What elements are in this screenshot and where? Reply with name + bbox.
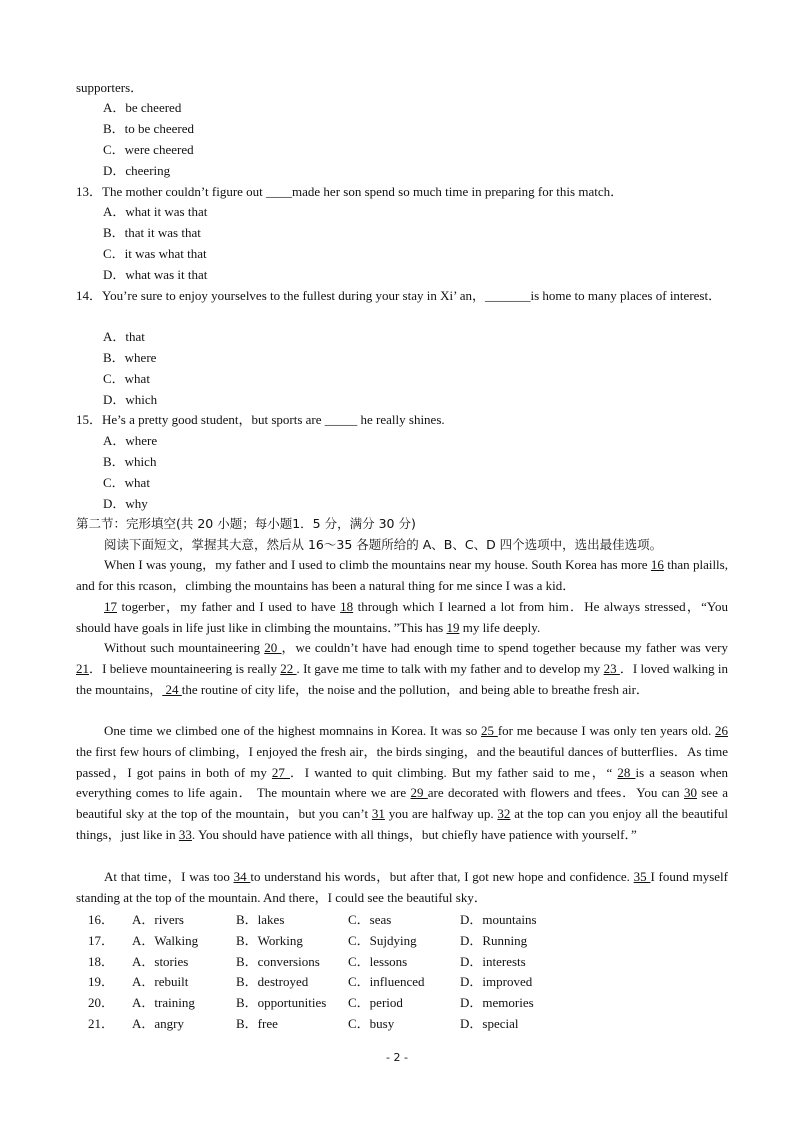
q13-option-c: C．it was what that (103, 246, 207, 261)
q12-option-a: A．be cheered (103, 100, 182, 115)
blank-33: 33 (178, 826, 192, 842)
q14-stem: 14．You’re sure to enjoy yourselves to the fullest during your stay in Xi’ an，_______is home to many places of interest． (76, 288, 722, 303)
cloze-row-17: 17． A．Walking B．Working C．Sujdying D．Running (88, 932, 528, 948)
q15-option-a: A．where (103, 433, 158, 448)
q12-stem-tail: supporters． (76, 80, 144, 95)
q13-option-b: B．that it was that (103, 225, 201, 240)
blank-22: 22 (280, 660, 297, 676)
cloze-options-grid (88, 910, 560, 1035)
passage-paragraph-5: At that time，I was too 34 to understand his words，but after that, I got new hope and confidence. 35 I found myself standing at the top of the mountain. And there，I could see the beautiful sky． (76, 869, 728, 905)
q15-stem: 15．He’s a pretty good student，but sports are _____ he really shines. (76, 412, 445, 427)
cloze-row-19: 19． A．rebuilt B．destroyed C．influenced D．improved (88, 974, 533, 990)
q14-option-b: B．where (103, 350, 157, 365)
q15-option-d: D．why (103, 496, 148, 511)
blank-27: 27 (271, 764, 290, 780)
q14-option-c: C．what (103, 371, 150, 386)
blank-26: 26 (715, 723, 728, 738)
page-number: - 2 - (386, 1051, 408, 1064)
q13-stem: 13．The mother couldn’t figure out ____made her son spend so much time in preparing for this match． (76, 184, 624, 199)
blank-35: 35 (633, 869, 651, 884)
passage-paragraph-3: Without such mountaineering 20 ，we couldn’t have had enough time to spend together because my father was very 21．I believe mountaineering is really 22 . It gave me time to talk with my father and to develop my 23 ．I loved walking in the mountains， 24 the routine of city life，the noise and the pollution，and being able to breathe fresh air． (76, 640, 728, 697)
passage-paragraph-1: When I was young，my father and I used to climb the mountains near my house. South Korea has more 16 than plaills, and for this rcason，climbing the mountains has been a natural thing for me since I was a kid． (76, 557, 728, 593)
blank-31: 31 (371, 806, 385, 822)
blank-21: 21 (76, 660, 89, 676)
passage-paragraph-2: 17 togerber，my father and I used to have 18 through which I learned a lot from him．He always stressed，“You should have goals in life just like in climbing the mountains．”This has 19 my life deeply. (76, 599, 728, 635)
q14-option-a: A．that (103, 329, 145, 344)
blank-29: 29 (410, 785, 428, 801)
q13-option-d: D．what was it that (103, 267, 208, 282)
cloze-row-20: 20． A．training B．opportunities C．period D．memories (88, 995, 534, 1011)
q12-option-d: D．cheering (103, 163, 171, 178)
blank-28: 28 (617, 764, 636, 780)
cloze-row-18: 18． A．stories B．conversions C．lessons D．interests (88, 953, 526, 969)
blank-24: 24 (162, 681, 182, 697)
blank-23: 23 (603, 660, 620, 676)
passage-paragraph-4: One time we climbed one of the highest momnains in Korea. It was so 25 for me because I was only ten years old. 26 the first few hours of climbing，I enjoyed the fresh air，the birds singing，and the beautiful dances of butterflies．As time passed，I got pains in both of my 27 ．I wanted to quit climbing. But my father said to me，“ 28 is a season when everything comes to life again． The mountain where we are 29 are decorated with flowers and tfees．You can 30 see a beautiful sky at the top of the mountain，but you can’t 31 you are halfway up. 32 at the top can you enjoy all the beautiful things，just like in 33. You should have patience with all things，but chiefly have patience with yourself．” (76, 723, 728, 842)
section-heading: 第二节：完形填空(共 20 小题；每小题1．5 分，满分 30 分) (76, 516, 416, 531)
q13-option-a: A．what it was that (103, 204, 208, 219)
cloze-row-21: 21． A．angry B．free C．busy D．special (88, 1015, 519, 1031)
blank-18: 18 (340, 599, 354, 614)
blank-32: 32 (497, 806, 511, 822)
blank-20: 20 (264, 640, 282, 655)
q15-option-c: C．what (103, 475, 150, 490)
section-instruction: 阅读下面短文，掌握其大意，然后从 16～35 各题所给的 A、B、C、D 四个选项中，选出最佳选项。 (104, 537, 663, 552)
blank-30: 30 (684, 785, 697, 801)
q12-option-c: C．were cheered (103, 142, 194, 157)
q12-option-b: B．to be cheered (103, 121, 194, 136)
cloze-row-16: 16． A．rivers B．lakes C．seas D．mountains (88, 912, 537, 927)
blank-34: 34 (233, 869, 251, 884)
q14-option-d: D．which (103, 392, 158, 407)
blank-16: 16 (650, 557, 664, 572)
q15-option-b: B．which (103, 454, 157, 469)
blank-25: 25 (481, 723, 498, 738)
blank-17: 17 (104, 599, 117, 614)
blank-19: 19 (446, 619, 460, 635)
